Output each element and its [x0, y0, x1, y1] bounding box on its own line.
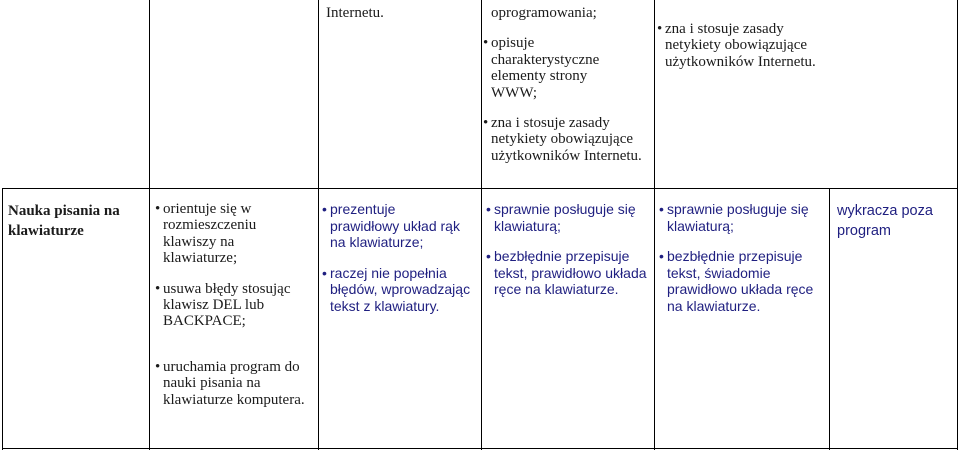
topic-cell [8, 201, 143, 241]
top-row-col3-item: • zna i stosuje zasady netykiety obowiązujące użytkowników Internetu. [483, 115, 642, 164]
col2-cell [155, 201, 317, 408]
list-item: • orientuje się w rozmieszczeniu klawiszy na klawiaturze; [155, 201, 257, 267]
list-item: • usuwa błędy stosując klawisz DEL lub BACKPACE; [155, 280, 291, 330]
top-row-col3-item: • opisuje charakterystyczne elementy strony WWW; [483, 35, 600, 101]
top-row-col4-item: • zna i stosuje zasady netykiety obowiązujące użytkowników Internetu. [657, 21, 816, 70]
col4-cell [486, 201, 650, 298]
bullet-icon: • [659, 248, 664, 265]
top-row-col2-cell [326, 5, 476, 21]
list-item: • uruchamia program do nauki pisania na klawiaturze komputera. [155, 358, 305, 408]
top-row-col4-cell [657, 21, 827, 70]
list-item: • sprawnie posługuje się klawiaturą; [659, 201, 809, 234]
row-divider [2, 188, 958, 189]
column-divider-4 [654, 0, 655, 450]
bullet-icon: • [486, 201, 491, 217]
column-divider-1 [149, 0, 150, 450]
top-row-col3-item-continued: oprogramowania; [491, 5, 597, 21]
topic-title: Nauka pisania na klawiaturze [8, 203, 120, 239]
table-border-right [957, 0, 958, 450]
table-border-bottom [2, 448, 958, 449]
bullet-icon: • [659, 201, 664, 217]
col3-cell [322, 201, 478, 315]
bullet-icon: • [322, 264, 327, 281]
top-row-col2-text: Internetu. [326, 5, 384, 21]
top-row-col3-cell [483, 5, 643, 164]
col5-cell [659, 201, 825, 315]
list-item: • prezentuje prawidłowy układ rąk na klawiaturze; [322, 201, 460, 251]
col6-text: wykracza poza program [837, 203, 933, 239]
bullet-icon: • [155, 280, 161, 297]
bullet-icon: • [657, 21, 663, 37]
bullet-icon: • [155, 358, 161, 375]
column-divider-3 [481, 0, 482, 450]
list-item: • bezbłędnie przepisuje tekst, prawidłowo układa ręce na klawiaturze. [486, 248, 647, 298]
list-item: • sprawnie posługuje się klawiaturą; [486, 201, 636, 234]
column-divider-2 [318, 0, 319, 450]
list-item: • raczej nie popełnia błędów, wprowadzając tekst z klawiatury. [322, 264, 471, 314]
column-divider-5 [829, 188, 830, 450]
bullet-icon: • [483, 115, 489, 132]
bullet-icon: • [486, 248, 491, 265]
bullet-icon: • [483, 35, 489, 52]
bullet-icon: • [322, 201, 327, 217]
list-item: • bezbłędnie przepisuje tekst, świadomie prawidłowo układa ręce na klawiaturze. [659, 248, 814, 314]
col6-cell [837, 201, 952, 241]
table-border-left [2, 188, 3, 450]
bullet-icon: • [155, 201, 161, 217]
